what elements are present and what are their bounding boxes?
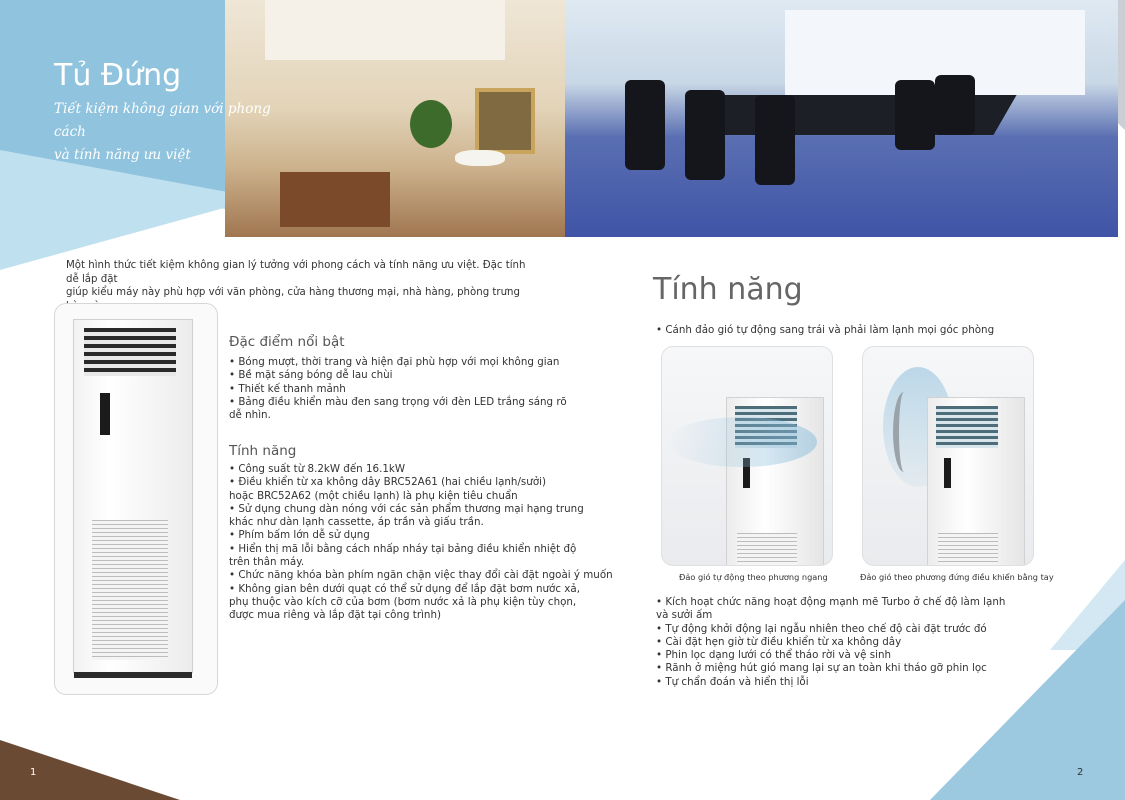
list-item: trên thân máy.: [229, 556, 305, 569]
vertical-swing-image: [862, 346, 1034, 566]
photo-table: [455, 150, 505, 166]
photo-chair: [625, 80, 665, 170]
photo-plant: [410, 100, 452, 148]
page-title: Tủ Đứng: [54, 58, 182, 93]
features-heading: Tính năng: [229, 443, 297, 459]
list-item: • Bề mặt sáng bóng dễ lau chùi: [229, 369, 393, 382]
list-item: • Thiết kế thanh mảnh: [229, 382, 346, 395]
curved-arrow-icon: [893, 392, 915, 472]
product-image-card: [54, 303, 218, 695]
list-item: • Cài đặt hẹn giờ từ điều khiển từ xa không dây: [656, 635, 902, 648]
unit-control-panel: [100, 393, 110, 435]
subtitle-line: và tính năng ưu việt: [54, 147, 191, 163]
list-item: hoặc BRC52A62 (một chiều lạnh) là phụ kiện tiêu chuẩn: [229, 489, 518, 502]
list-item: • Phím bấm lớn dễ sử dụng: [229, 529, 370, 542]
list-item: • Không gian bên dưới quạt có thể sử dụng để lắp đặt bơm nước xả,: [229, 582, 580, 595]
page-subtitle: [54, 98, 294, 167]
list-item: được mua riêng và lắp đặt tại công trình): [229, 609, 441, 622]
page-number-right: 2: [1077, 767, 1084, 778]
unit-control-panel: [944, 458, 951, 488]
list-item: • Công suất từ 8.2kW đến 16.1kW: [229, 463, 406, 475]
photo-painting: [475, 88, 535, 154]
unit-air-inlet-grille: [938, 533, 998, 566]
airflow-horizontal-graphic: [667, 417, 817, 467]
subtitle-line: Tiết kiệm không gian với phong cách: [54, 101, 271, 140]
swing-feature-text: • Cánh đảo gió tự động sang trái và phải làm lạnh mọi góc phòng: [656, 324, 995, 336]
list-item: • Hiển thị mã lỗi bằng cách nhấp nháy tại bảng điều khiển nhiệt độ: [229, 542, 577, 555]
list-item: • Kích hoạt chức năng hoạt động mạnh mẽ Turbo ở chế độ làm lạnh: [656, 596, 1006, 608]
list-item: khác như dàn lạnh cassette, áp trần và giấu trần.: [229, 516, 484, 529]
photo-chair: [755, 95, 795, 185]
caption-vertical-swing: Đảo gió theo phương đứng điều khiển bằng tay: [860, 572, 1054, 582]
list-item: • Điều khiển từ xa không dây BRC52A61 (hai chiều lạnh/sưởi): [229, 476, 547, 489]
photo-desk: [280, 172, 390, 227]
page-number-left: 1: [30, 767, 37, 778]
photo-ceiling: [265, 0, 505, 60]
unit-air-inlet-grille: [737, 533, 797, 566]
list-item: • Tự chẩn đoán và hiển thị lỗi: [656, 675, 809, 688]
unit-air-outlet: [84, 328, 176, 376]
horizontal-swing-image: [661, 346, 833, 566]
unit-base: [74, 672, 192, 678]
caption-horizontal-swing: Đảo gió tự động theo phương ngang: [679, 572, 828, 582]
highlights-list: [229, 356, 569, 422]
list-item: • Tự động khởi động lại ngẫu nhiên theo chế độ cài đặt trước đó: [656, 622, 987, 635]
list-item: • Bóng mượt, thời trang và hiện đại phù hợp với mọi không gian: [229, 356, 560, 368]
unit-air-outlet: [936, 406, 998, 448]
list-item: • Rãnh ở miệng hút gió mang lại sự an toàn khi tháo gỡ phin lọc: [656, 662, 987, 675]
list-item: phụ thuộc vào kích cỡ của bơm (bơm nước xả là phụ kiện tùy chọn,: [229, 595, 577, 608]
photo-chair: [895, 80, 935, 150]
features-list: [229, 463, 613, 623]
list-item: và sưởi ấm: [656, 609, 713, 622]
photo-chair: [935, 75, 975, 135]
conference-room-photo: [565, 0, 1118, 237]
list-item: dễ nhìn.: [229, 409, 271, 422]
highlights-heading: Đặc điểm nổi bật: [229, 334, 345, 350]
intro-line: giúp kiểu máy này phù hợp với văn phòng, cửa hàng thương mại, nhà hàng, phòng trưng: [66, 287, 520, 298]
intro-line: Một hình thức tiết kiệm không gian lý tưởng với phong cách và tính năng ưu việt. Đặc tính dễ lắp đặt: [66, 260, 526, 285]
unit-image: [927, 397, 1025, 566]
section-title: Tính năng: [653, 272, 803, 307]
list-item: • Bảng điều khiển màu đen sang trọng với đèn LED trắng sáng rõ: [229, 395, 567, 408]
list-item: • Phin lọc dạng lưới có thể tháo rời và vệ sinh: [656, 649, 892, 662]
unit-air-inlet-grille: [92, 520, 168, 660]
right-features-list: [656, 596, 1006, 689]
decor-photo-corner-bottom-left: [0, 740, 180, 800]
floor-standing-unit-image: [73, 319, 193, 673]
list-item: • Sử dụng chung dàn nóng với các sản phẩm thương mại hạng trung: [229, 502, 584, 515]
list-item: • Chức năng khóa bàn phím ngăn chặn việc thay đổi cài đặt ngoài ý muốn: [229, 569, 613, 582]
photo-chair: [685, 90, 725, 180]
